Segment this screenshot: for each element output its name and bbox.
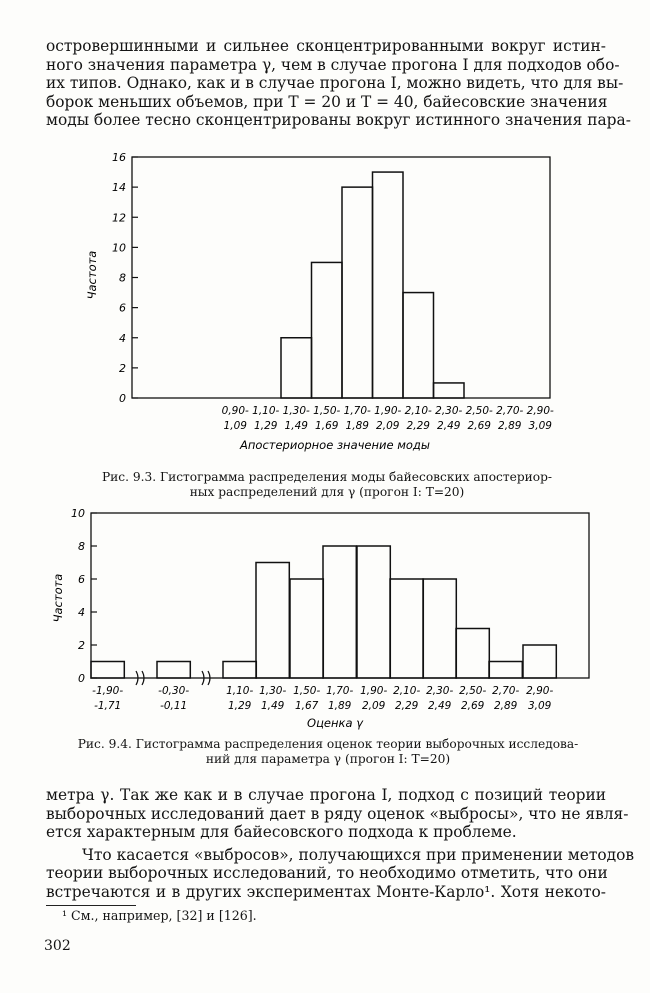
y-tick-label: 10 [112, 241, 126, 255]
x-tick-label: 2,09 [361, 700, 386, 712]
y-tick-label: 6 [119, 301, 126, 315]
page-number: 302 [44, 938, 71, 954]
y-tick-label: 8 [119, 271, 126, 285]
x-axis-title: Апостериорное значение моды [240, 438, 430, 452]
x-tick-label: 1,49 [260, 700, 285, 712]
text-line: ного значения параметра γ, чем в случае прогона I для подходов обо- [46, 55, 620, 74]
caption-line: Рис. 9.4. Гистограмма распределения оценок теории выборочных исследова- [77, 737, 579, 751]
x-tick-label: 1,30- [259, 685, 287, 697]
histogram-bar [489, 662, 522, 679]
x-tick-label: -0,11 [160, 700, 188, 712]
text-line: Что касается «выбросов», получающихся при применении методов [82, 845, 635, 864]
x-tick-label: 2,90- [526, 685, 554, 697]
x-tick-label: 2,50- [465, 405, 493, 417]
histogram-bar [357, 546, 390, 678]
x-tick-label: 1,90- [374, 405, 402, 417]
body-text-top [46, 37, 631, 130]
x-tick-label: 2,10- [393, 685, 421, 697]
x-tick-label: 2,90- [526, 405, 554, 417]
x-tick-label: 1,29 [227, 700, 252, 712]
y-tick-label: 10 [71, 507, 85, 520]
x-tick-label: 1,49 [284, 420, 308, 432]
x-tick-label: 1,29 [254, 420, 278, 432]
histogram-bar [281, 338, 312, 398]
y-tick-label: 12 [112, 211, 126, 225]
caption-line: Рис. 9.3. Гистограмма распределения моды байесовских апостериор- [101, 470, 553, 484]
histogram-bar [423, 579, 456, 678]
x-tick-label: 2,30- [435, 405, 463, 417]
x-tick-label: 2,89 [493, 700, 518, 712]
x-tick-label: -1,90- [92, 685, 124, 697]
x-tick-label: 1,30- [282, 405, 310, 417]
x-tick-label: 0,90- [221, 405, 249, 417]
x-tick-label: 2,30- [426, 685, 454, 697]
histogram-bar [373, 172, 404, 398]
text-line: моды более тесно сконцентрированы вокруг истинного значения пара- [46, 111, 631, 129]
y-axis-title: Частота [85, 250, 99, 300]
x-tick-label: 2,10- [404, 405, 432, 417]
x-tick-label: 1,70- [343, 405, 371, 417]
histogram-bar [390, 579, 423, 678]
histogram-bar [223, 662, 256, 679]
y-tick-label: 14 [112, 181, 126, 195]
x-tick-label: 1,10- [252, 405, 280, 417]
x-tick-label: 2,89 [498, 420, 522, 432]
y-tick-label: 16 [112, 151, 126, 164]
plot-frame [132, 157, 550, 398]
y-tick-label: 0 [119, 392, 126, 405]
figure-9-4-caption [58, 737, 598, 766]
caption-line: ний для параметра γ (прогон I: T=20) [205, 751, 451, 766]
histogram-bar [456, 629, 489, 679]
y-tick-label: 2 [78, 639, 85, 652]
y-tick-label: 2 [119, 361, 126, 375]
x-tick-label: 2,69 [460, 700, 485, 712]
x-tick-label: 2,70- [492, 685, 520, 697]
text-line: ется характерным для байесовского подхода к проблеме. [46, 823, 517, 841]
x-tick-label: 1,10- [226, 685, 254, 697]
histogram-bar [403, 293, 434, 398]
histogram-bar [312, 262, 343, 398]
plot-frame [91, 513, 589, 678]
x-tick-label: 2,50- [459, 685, 487, 697]
histogram-sampling-estimates [0, 500, 650, 740]
x-tick-label: 2,69 [467, 420, 491, 432]
x-tick-label: 1,69 [315, 420, 339, 432]
y-tick-label: 8 [78, 540, 85, 553]
histogram-bar [342, 187, 373, 398]
x-tick-label: 3,09 [528, 420, 552, 432]
text-line: их типов. Однако, как и в случае прогона I, можно видеть, что для вы- [46, 74, 624, 92]
caption-line: ных распределений для γ (прогон I: T=20) [189, 484, 465, 499]
y-tick-label: 4 [119, 331, 126, 345]
x-tick-label: 2,49 [437, 420, 461, 432]
text-line: островершинными и сильнее сконцентрированными вокруг истин- [46, 37, 606, 55]
x-tick-label: 1,90- [360, 685, 388, 697]
x-tick-label: 1,09 [223, 420, 247, 432]
x-tick-label: -1,71 [94, 700, 122, 712]
body-text-bottom [46, 786, 635, 901]
x-tick-label: 1,67 [294, 700, 319, 712]
y-axis-title: Частота [51, 573, 65, 623]
x-tick-label: 1,89 [327, 700, 352, 712]
x-tick-label: 1,70- [326, 685, 354, 697]
y-tick-label: 0 [78, 672, 85, 685]
x-tick-label: 2,49 [427, 700, 452, 712]
y-tick-label: 6 [78, 573, 85, 586]
footnote: ¹ См., например, [32] и [126]. [62, 908, 257, 923]
footnote-rule [46, 905, 136, 906]
histogram-bar [434, 383, 465, 398]
y-tick-label: 4 [78, 606, 85, 619]
histogram-bar [91, 662, 124, 679]
histogram-bar [157, 662, 190, 679]
x-tick-label: 1,89 [345, 420, 369, 432]
x-tick-label: 3,09 [527, 700, 552, 712]
text-line: встречаются и в других экспериментах Монте-Карло¹. Хотя некото- [46, 882, 606, 901]
x-tick-label: -0,30- [158, 685, 190, 697]
histogram-bar [523, 645, 556, 678]
x-tick-label: 2,29 [406, 420, 430, 432]
text-line: метра γ. Так же как и в случае прогона I, подход с позиций теории [46, 786, 606, 804]
text-line: выборочных исследований дает в ряду оценок «выбросы», что не явля- [46, 804, 629, 823]
x-tick-label: 1,50- [313, 405, 341, 417]
x-tick-label: 1,50- [293, 685, 321, 697]
x-tick-label: 2,29 [394, 700, 419, 712]
histogram-bar [323, 546, 356, 678]
histogram-bar [290, 579, 323, 678]
x-tick-label: 2,70- [496, 405, 524, 417]
text-line: борок меньших объемов, при T = 20 и T = 40, байесовские значения [46, 92, 608, 111]
histogram-posterior-mode [0, 140, 650, 460]
figure-9-3-caption [92, 470, 562, 499]
x-tick-label: 2,09 [376, 420, 400, 432]
histogram-bar [256, 563, 289, 679]
x-axis-title: Оценка γ [307, 716, 363, 730]
text-line: теории выборочных исследований, то необходимо отметить, что они [46, 864, 608, 882]
